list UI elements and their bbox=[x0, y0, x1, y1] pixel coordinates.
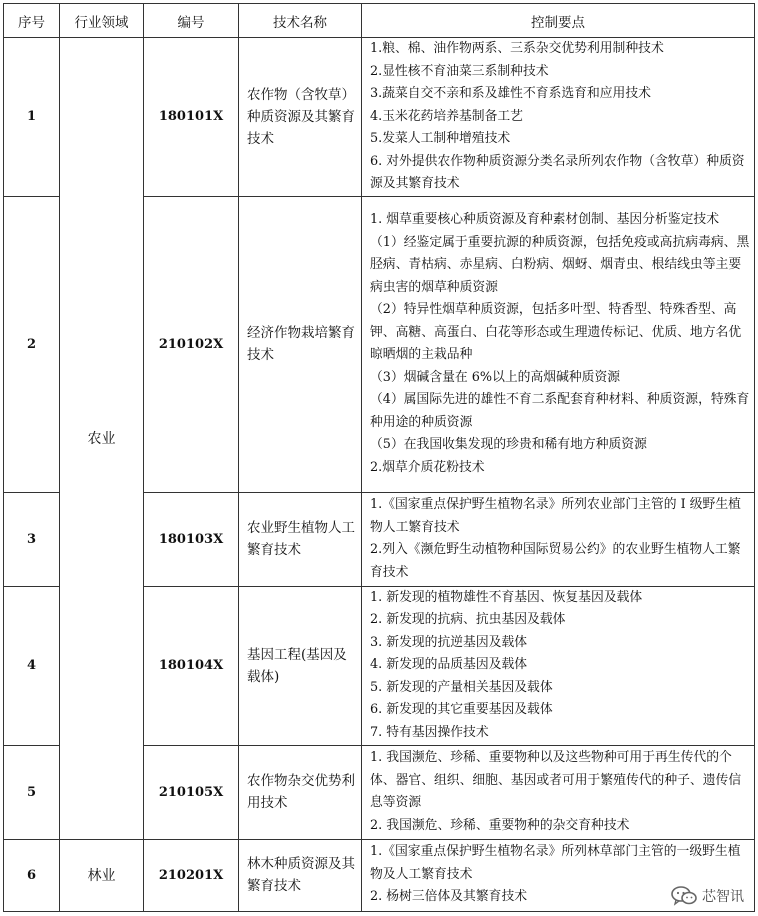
header-seq: 序号 bbox=[4, 4, 60, 38]
control-point: 5.发菜人工制种增殖技术 bbox=[370, 131, 511, 146]
row-code: 210105X bbox=[144, 745, 239, 839]
control-point: 1.《国家重点保护野生植物名录》所列农业部门主管的 I 级野生植物人工繁育技术 bbox=[370, 497, 741, 535]
row-seq: 5 bbox=[4, 745, 60, 839]
row-seq: 3 bbox=[4, 492, 60, 586]
control-point: 4.玉米花药培养基制备工艺 bbox=[370, 108, 523, 124]
row-tech-name: 农作物（含牧草）种质资源及其繁育技术 bbox=[239, 38, 362, 197]
control-point: 2. 杨树三倍体及其繁育技术 bbox=[370, 889, 528, 905]
control-point: 2.显性核不育油菜三系制种技术 bbox=[370, 63, 549, 79]
control-point: （2）特异性烟草种质资源，包括多叶型、特香型、特殊香型、高钾、高糖、高蛋白、白花等形态或生理遗传标记、优质、地方名优晾晒烟的主栽品种 bbox=[370, 302, 742, 362]
row-code: 210102X bbox=[144, 196, 239, 492]
row-code: 180104X bbox=[144, 586, 239, 745]
header-industry: 行业领域 bbox=[60, 4, 144, 38]
row-tech-name: 农作物杂交优势利用技术 bbox=[239, 745, 362, 839]
row-control-points bbox=[362, 38, 755, 197]
control-point: 4. 新发现的品质基因及载体 bbox=[370, 657, 528, 673]
watermark-text: 芯智讯 bbox=[702, 889, 744, 905]
control-point: （1）经鉴定属于重要抗源的种质资源，包括免疫或高抗病毒病、黑胫病、青枯病、赤星病、白粉病、烟蚜、烟青虫、根结线虫等主要病虫害的烟草种质资源 bbox=[370, 234, 750, 295]
row-control-points bbox=[362, 196, 755, 492]
control-point: 5. 新发现的产量相关基因及载体 bbox=[370, 679, 553, 695]
control-point: 2. 新发现的抗病、抗虫基因及载体 bbox=[370, 612, 566, 628]
header-tech-name: 技术名称 bbox=[239, 4, 362, 38]
row-control-points bbox=[362, 586, 755, 745]
control-point: 2.列入《濒危野生动植物种国际贸易公约》的农业野生植物人工繁育技术 bbox=[370, 542, 741, 580]
row-seq: 6 bbox=[4, 839, 60, 911]
row-tech-name: 基因工程(基因及载体) bbox=[239, 586, 362, 745]
control-point: （4）属国际先进的雄性不育二系配套育种材料、种质资源，特殊育种用途的种质资源 bbox=[370, 392, 750, 430]
row-code: 180101X bbox=[144, 38, 239, 197]
control-point: 3.蔬菜自交不亲和系及雄性不育系选育和应用技术 bbox=[370, 86, 651, 101]
row-tech-name: 农业野生植物人工繁育技术 bbox=[239, 492, 362, 586]
wechat-icon bbox=[671, 886, 697, 906]
header-row bbox=[4, 4, 755, 38]
header-control: 控制要点 bbox=[362, 4, 755, 38]
row-code: 210201X bbox=[144, 839, 239, 911]
industry-agriculture: 农业 bbox=[60, 38, 144, 840]
control-point: 6. 对外提供农作物种质资源分类名录所列农作物（含牧草）种质资源及其繁育技术 bbox=[370, 153, 745, 191]
control-point: 1.《国家重点保护野生植物名录》所列林草部门主管的一级野生植物及人工繁育技术 bbox=[370, 844, 741, 882]
table-row bbox=[4, 38, 755, 197]
control-point: 1. 新发现的植物雄性不育基因、恢复基因及载体 bbox=[370, 589, 643, 605]
control-point: 1. 我国濒危、珍稀、重要物种以及这些物种可用于再生传代的个体、器官、组织、细胞、基因或者可用于繁殖传代的种子、遗传信息等资源 bbox=[370, 750, 742, 810]
control-point: 6. 新发现的其它重要基因及载体 bbox=[370, 702, 553, 718]
row-control-points bbox=[362, 745, 755, 839]
control-point: 1. 烟草重要核心种质资源及育种素材创制、基因分析鉴定技术 bbox=[370, 212, 719, 227]
control-point: 2. 我国濒危、珍稀、重要物种的杂交育种技术 bbox=[370, 817, 630, 833]
watermark bbox=[671, 886, 744, 906]
tech-control-table bbox=[3, 3, 755, 912]
control-point: （3）烟碱含量在 6%以上的高烟碱种质资源 bbox=[370, 369, 621, 385]
table-row bbox=[4, 839, 755, 911]
header-code: 编号 bbox=[144, 4, 239, 38]
row-seq: 2 bbox=[4, 196, 60, 492]
industry-forestry: 林业 bbox=[60, 839, 144, 911]
control-point: 2.烟草介质花粉技术 bbox=[370, 459, 485, 475]
control-point: 3. 新发现的抗逆基因及载体 bbox=[370, 634, 528, 650]
row-code: 180103X bbox=[144, 492, 239, 586]
row-control-points bbox=[362, 492, 755, 586]
row-seq: 1 bbox=[4, 38, 60, 197]
control-point: （5）在我国收集发现的珍贵和稀有地方种质资源 bbox=[370, 437, 647, 452]
row-tech-name: 经济作物栽培繁育技术 bbox=[239, 196, 362, 492]
control-point: 1.粮、棉、油作物两系、三系杂交优势利用制种技术 bbox=[370, 41, 664, 56]
control-point: 7. 特有基因操作技术 bbox=[370, 724, 489, 740]
row-seq: 4 bbox=[4, 586, 60, 745]
row-tech-name: 林木种质资源及其繁育技术 bbox=[239, 839, 362, 911]
